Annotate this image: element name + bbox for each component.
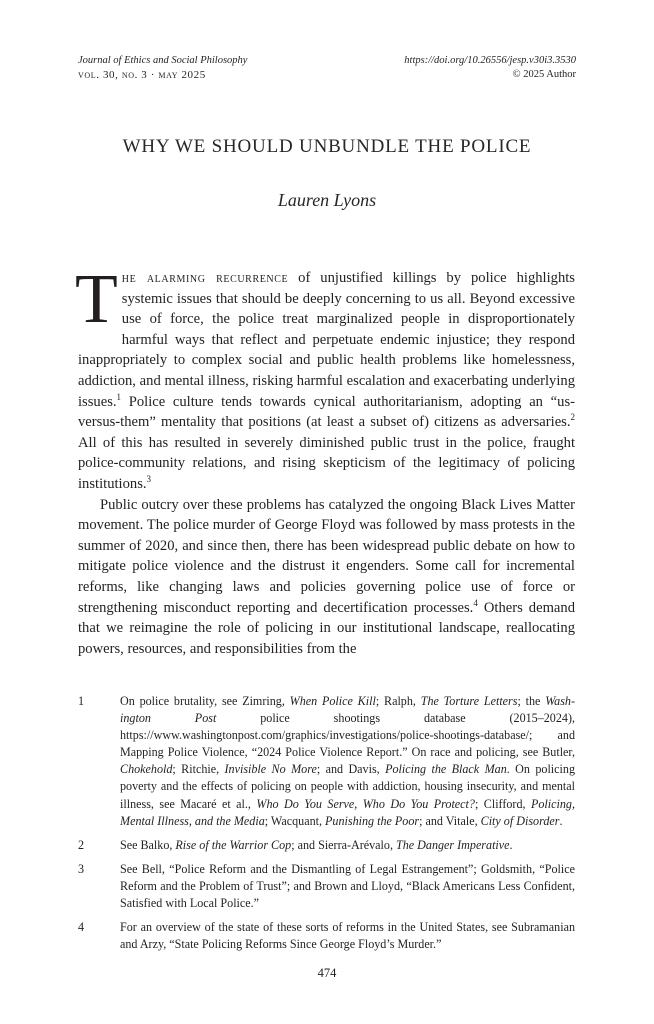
paragraph-text: All of this has resulted in severely diminished public trust in the police, fraught police-community relations, and rising skepticism of the legitimacy of policing institutions. (78, 434, 575, 492)
footnote-fragment: ; Clifford, (474, 796, 531, 811)
footnote-number: 1 (78, 694, 85, 708)
footnote-ref-3[interactable]: 3 (146, 473, 152, 484)
body-paragraph-1 (75, 261, 575, 495)
cited-title: Rise of the Warrior Cop (175, 837, 292, 852)
copyright: © 2025 Author (512, 69, 576, 80)
paragraph-text: Others demand that we reimagine the role of policing in our institutional landscape, reallocating powers, resources, and responsibilities from the (78, 599, 576, 657)
article-body (75, 261, 576, 659)
drop-cap: T (75, 261, 118, 338)
cited-title: Invisible No More (224, 762, 317, 777)
footnote-fragment: . (509, 837, 513, 852)
footnote-text (120, 920, 575, 951)
paragraph-text: Public outcry over these problems has catalyzed the ongoing Black Lives Matter movement. The police murder of George Floyd was followed by mass protests in the summer of 2020, and since then, there has been widespread public debate on how to mitigate police violence and the distrust it engenders. Some call for incremental reforms, like changing laws and policies governing police use of force or strengthening misconduct reporting and decertification processes. (78, 496, 575, 616)
cited-title: Who Do You Serve, Who Do You Protect? (256, 796, 475, 811)
footnote-number: 2 (78, 837, 85, 852)
footnote-fragment: See Balko, (120, 837, 176, 852)
footnote-fragment: ; the (517, 694, 546, 708)
header-right (404, 54, 576, 82)
cited-title: City of Disorder (480, 813, 560, 828)
doi-link[interactable]: https://doi.org/10.26556/jesp.v30i3.3530 (404, 55, 576, 66)
cited-title: The Torture Letters (420, 694, 518, 708)
cited-title: Chokehold (120, 762, 173, 777)
cited-title: Policing the Black Man (385, 762, 507, 777)
footnote-fragment: See Bell, “Police Reform and the Dismantling of Legal Estrangement”; Goldsmith, “Police Reform and the Problem of Trust”; and Brown and Lloyd, “Black Americans Less Confident, Satisfied with Local Police.” (120, 861, 575, 911)
footnote-fragment: . (559, 813, 563, 828)
footnote-fragment: ; and Sierra-Arévalo, (291, 837, 396, 852)
body-paragraph-2 (78, 495, 575, 660)
footnote-1 (78, 693, 575, 830)
article-author: Lauren Lyons (277, 190, 377, 210)
footnote-ref-4[interactable]: 4 (473, 597, 478, 608)
footnotes (78, 693, 575, 960)
header-left (78, 54, 247, 82)
page-number: 474 (317, 966, 337, 980)
volume-info: vol. 30, no. 3 · may 2025 (78, 69, 206, 81)
cited-title: Washington Post (120, 694, 576, 726)
footnote-fragment: ; and Vitale, (419, 813, 481, 828)
footnote-ref-2[interactable]: 2 (570, 412, 575, 423)
footnote-text (120, 838, 513, 852)
footnote-fragment: ; Wacquant, (264, 813, 326, 828)
running-header (78, 54, 576, 84)
cited-title: Policing, Mental Illness, and the Media (120, 796, 575, 828)
footnote-fragment: On police brutality, see Zimring, (120, 694, 290, 708)
footnote-text (120, 694, 575, 828)
cited-title: The Danger Imperative (396, 837, 510, 852)
footnote-fragment: ; Ritchie, (172, 762, 225, 777)
footnote-3 (78, 861, 575, 912)
footnote-text (120, 862, 575, 910)
footnote-ref-1[interactable]: 1 (116, 391, 122, 402)
footnote-fragment: . On policing poverty and the effects of policing on people with addiction, housing insecurity, and mental illness, see Macaré et al., (120, 762, 575, 811)
footnote-4 (78, 919, 575, 953)
cited-title: When Police Kill (289, 694, 376, 708)
footnote-fragment: ; and Davis, (316, 762, 386, 777)
journal-name: Journal of Ethics and Social Philosophy (78, 55, 248, 66)
lead-in: he alarming recurrence (121, 270, 289, 286)
footnote-number: 3 (78, 861, 85, 876)
footnote-number: 4 (78, 920, 85, 935)
paragraph-text: Police culture tends towards cynical authoritarianism, adopting an “us-versus-them” mentality that positions (at least a subset of) citizens as adversaries. (78, 393, 575, 431)
cited-title: Punishing the Poor (325, 813, 420, 828)
paragraph-text: of unjustified killings by police highlights systemic issues that should be deeply concerning to us all. Beyond excessive use of force, the police treat marginalized people in disproportionately harmful ways that reflect and perpetuate endemic injustice; they respond inappropriately to complex social and public health problems like homelessness, addiction, and mental illness, risking harmful escalation and exacerbating underlying issues. (78, 270, 575, 410)
footnote-2 (78, 837, 575, 854)
article-title: WHY WE SHOULD UNBUNDLE THE POLICE (122, 136, 532, 157)
footnote-fragment: For an overview of the state of these sorts of reforms in the United States, see Subramanian and Arzy, “State Policing Reforms Since George Floyd’s Murder.” (120, 920, 575, 952)
footnote-fragment: ; Ralph, (375, 694, 421, 708)
footnote-fragment: police shootings database (2015–2024), https://www.washingtonpost.com/graphics/investigations/police-shootings-database/; and Mapping Police Violence, “2024 Police Violence Report.” On race and policing, see Butler, (120, 711, 575, 760)
